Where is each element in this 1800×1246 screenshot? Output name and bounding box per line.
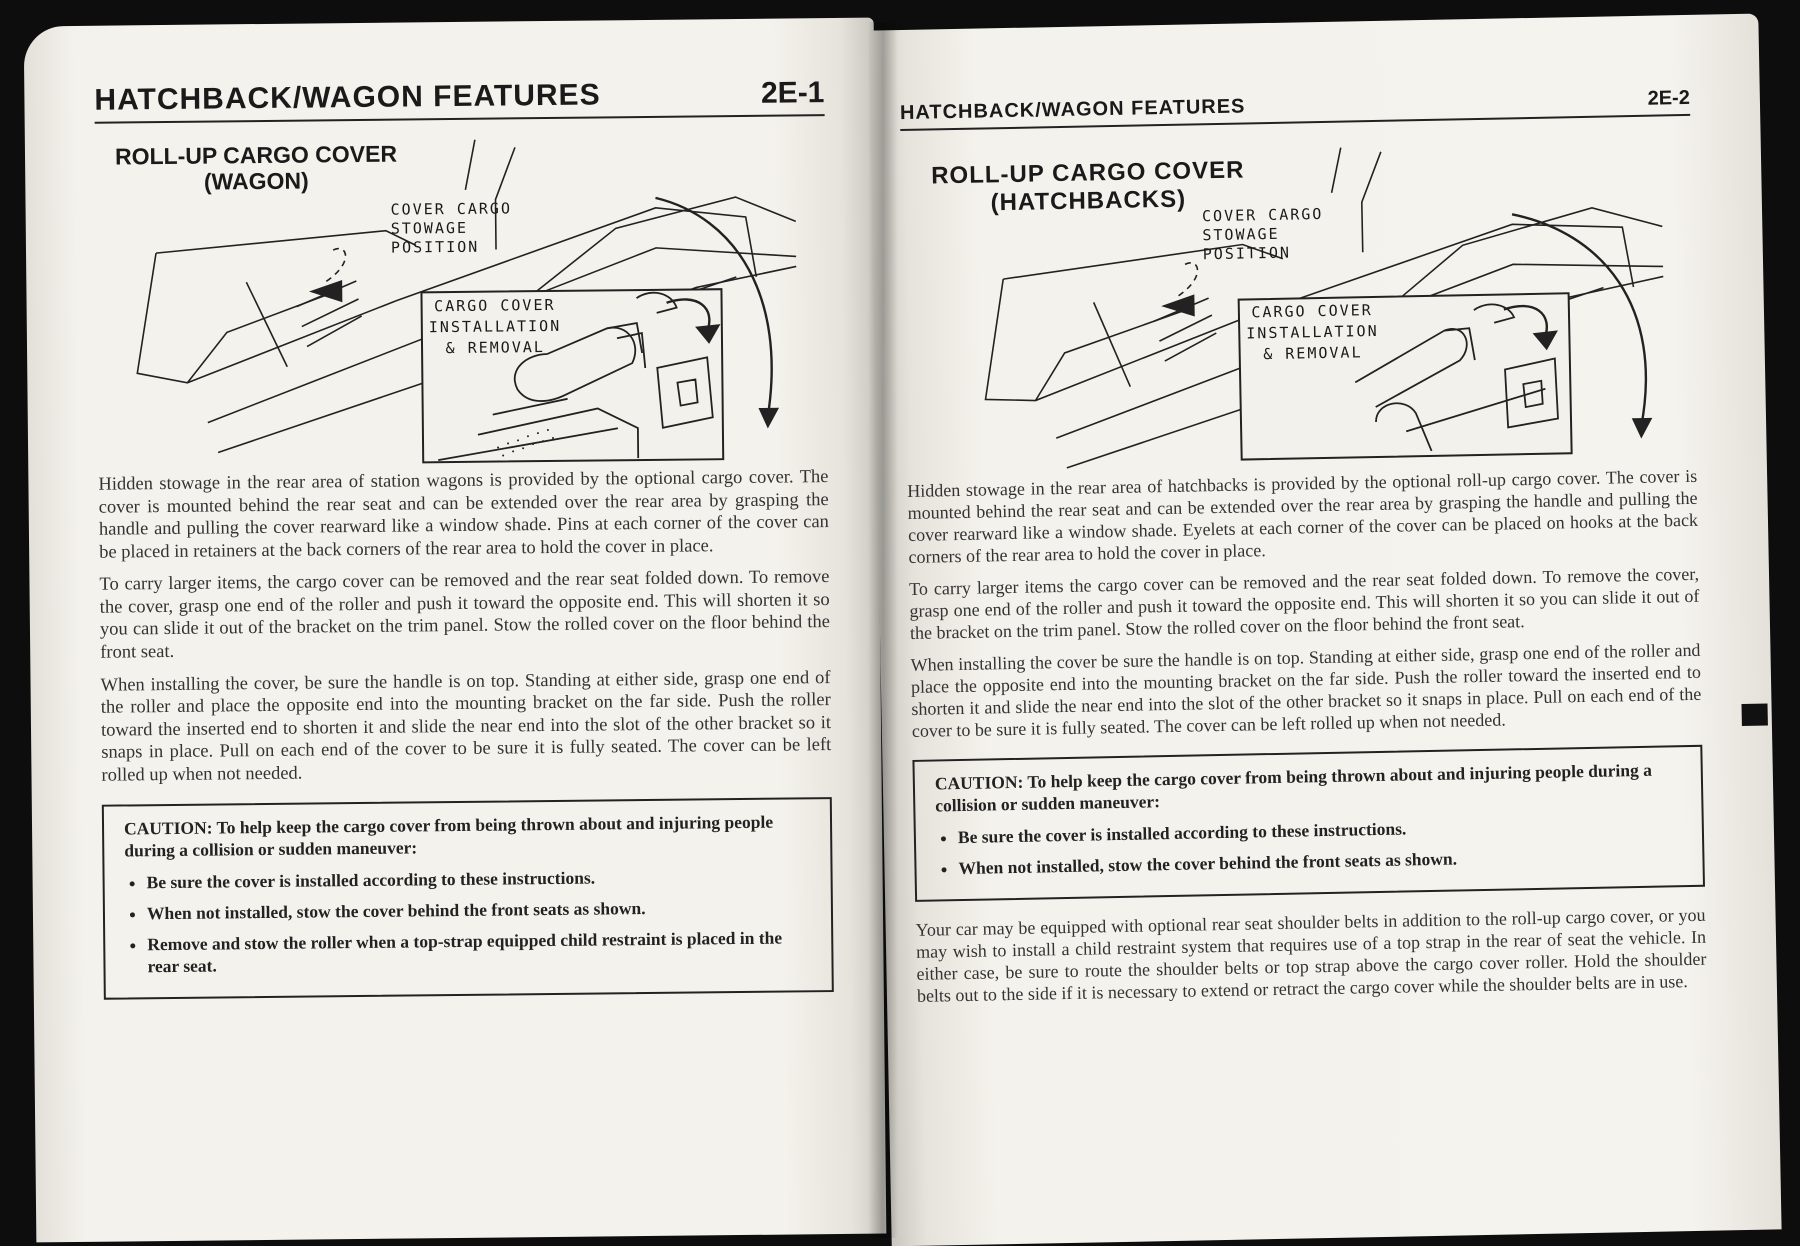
stowage-position-label: [1202, 205, 1324, 264]
label-line: & REMOVAL: [1263, 343, 1363, 364]
caution-item: • Remove and stow the roller when a top-strap equipped child restraint is placed in the rear seat.: [147, 927, 813, 978]
paragraph: Hidden stowage in the rear area of station wagons is provided by the optional cargo cover. The cover is mounted behind the rear seat and can be extended over the rear area by grasping the handle and pulling the cover rearward like a window shade. Pins at each corner of the cover can be placed in retainers at the back corners of the rear area to hold the cover in place.: [98, 467, 829, 563]
page-header: [94, 76, 824, 124]
page-header: [900, 87, 1690, 131]
label-line: STOWAGE: [390, 218, 469, 238]
paragraph: To carry larger items the cargo cover can be removed and the rear seat folded down. To remove the cover, grasp one end of the roller and push it toward the opposite end. This will shorten it so you can slide it out of the bracket on the trim panel. Stow the rolled cover on the floor behind the front seat.: [908, 563, 1700, 643]
label-line: POSITION: [1202, 243, 1292, 263]
label-line: COVER CARGO: [1201, 204, 1324, 226]
right-page: [868, 14, 1781, 1246]
caution-heading: CAUTION: To help keep the cargo cover from being thrown about and injuring people during a collision or sudden maneuver:: [123, 811, 774, 861]
figure-title-line-1: ROLL-UP CARGO COVER: [930, 156, 1245, 190]
open-manual: [30, 22, 1770, 1238]
label-line: POSITION: [390, 237, 480, 257]
caution-item: • When not installed, stow the cover behind the front seats as shown.: [147, 896, 813, 925]
page-number: 2E-2: [1647, 86, 1691, 110]
label-line: CARGO COVER: [434, 295, 556, 316]
paragraph: Hidden stowage in the rear area of hatchbacks is provided by the optional roll-up cargo cover. The cover is mounted behind the rear seat and can be extended over the rear area by grasping the handle and pulling the cover rearward like a window shade. Eyelets at each corner of the cover can be placed on hooks at the back corners of the rear area to hold the cover in place.: [907, 465, 1699, 567]
caution-item: • When not installed, stow the cover behind the front seats as shown.: [958, 844, 1684, 880]
left-page: [24, 18, 887, 1243]
section-tab-marker: [1741, 704, 1767, 726]
wagon-cargo-cover-illustration: [95, 126, 829, 474]
caution-list: [936, 813, 1685, 880]
caution-box: [912, 745, 1705, 902]
header-title: HATCHBACK/WAGON FEATURES: [94, 78, 601, 117]
label-line: CARGO COVER: [1251, 301, 1373, 322]
caution-list: [125, 865, 814, 978]
label-line: STOWAGE: [1202, 224, 1280, 245]
caution-heading: CAUTION: To help keep the cargo cover from being thrown about and injuring people during a collision or sudden maneuver:: [934, 760, 1653, 816]
paragraph: When installing the cover be sure the handle is on top. Standing at either side, grasp one end of the roller and place the opposite end into the mounting bracket on the far side. Push the roller toward the inserted end to shorten it and slide the near end into the slot of the other bracket so it snaps in place. Pull on each end of the cover to be sure it is fully seated. The cover can be left rolled up when not needed.: [910, 639, 1702, 741]
stowage-position-label: [391, 199, 513, 257]
label-line: INSTALLATION: [428, 316, 562, 337]
installation-removal-label: [1246, 300, 1380, 366]
header-title: HATCHBACK/WAGON FEATURES: [899, 95, 1246, 125]
caution-box: [102, 797, 834, 999]
figure-title: [115, 141, 398, 197]
body-text: [907, 466, 1702, 743]
caution-item: • Be sure the cover is installed according to these instructions.: [958, 813, 1684, 849]
figure-title-line-2: (WAGON): [203, 167, 309, 196]
paragraph: To carry larger items, the cargo cover can be removed and the rear seat folded down. To remove the cover, grasp one end of the roller and push it toward the opposite end. This will shorten it so you can slide it out of the bracket on the trim panel. Stow the rolled cover on the floor behind the front seat.: [99, 567, 831, 663]
label-line: & REMOVAL: [445, 338, 545, 358]
hatchback-cargo-cover-illustration: [901, 126, 1697, 481]
belt-routing-text: [915, 905, 1707, 1008]
page-number: 2E-1: [760, 76, 825, 110]
installation-removal-label: [429, 295, 562, 359]
label-line: INSTALLATION: [1246, 321, 1379, 343]
paragraph: Your car may be equipped with optional rear seat shoulder belts in addition to the roll-up cargo cover, or you may wish to install a child restraint system that requires use of a top strap in the rear of seat the vehicle. In either case, be sure to route the shoulder belts or top strap above the cargo cover roller. Hold the shoulder belts out to the side if it is necessary to extend or retract the cargo cover while the shoulder belts are in use.: [915, 904, 1707, 1006]
figure-title-line-2: (HATCHBACKS): [990, 185, 1187, 216]
figure-title: [931, 156, 1245, 217]
figure-title-line-1: ROLL-UP CARGO COVER: [114, 140, 398, 170]
paragraph: When installing the cover, be sure the handle is on top. Standing at either side, grasp one end of the roller and place the opposite end into the mounting bracket on the far side. Push the roller toward the inserted end to shorten it and slide the near end into the slot of the other bracket so it snaps in place. Pull on each end of the cover to be sure it is fully seated. The cover can be left rolled up when not needed.: [100, 667, 832, 786]
book-spine: [868, 22, 898, 1238]
caution-item: • Be sure the cover is installed according to these instructions.: [147, 865, 813, 894]
label-line: COVER CARGO: [390, 199, 513, 219]
body-text: [98, 466, 831, 787]
